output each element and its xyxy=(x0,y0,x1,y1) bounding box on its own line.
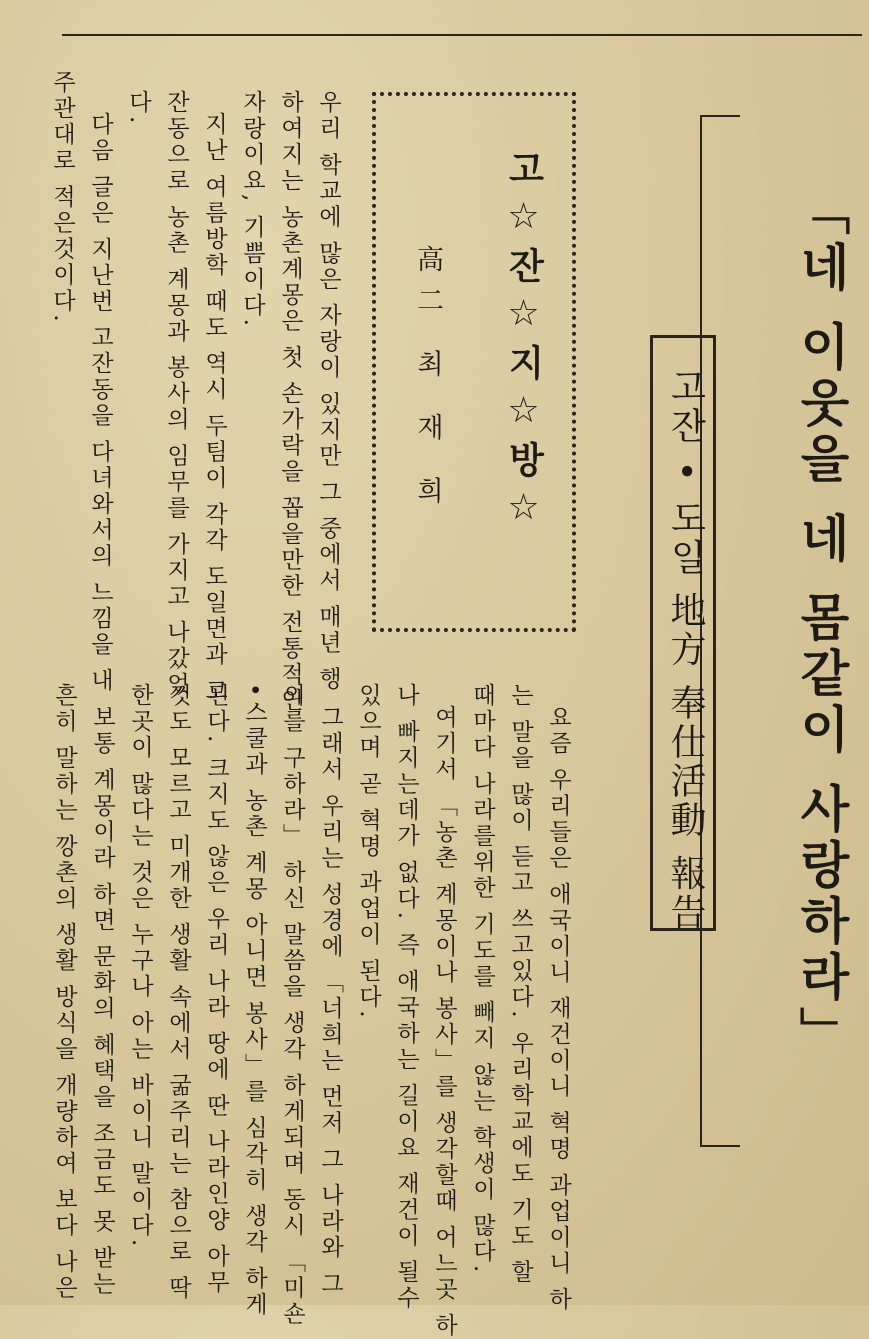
body-right-col-12: 한곳이 많다는 것은 누구나 아는 바이니 말이다. xyxy=(127,683,153,1250)
body-right-col-3: 때마다 나라를위한 기도를 빼지 않는 학생이 많다. xyxy=(469,683,495,1276)
body-right-col-10: 된다. 크지도 않은 우리 나라 땅에 딴 나라인양 아무 xyxy=(203,683,229,1296)
headline-title: 「네 이웃을 네 몸같이 사랑하라」 xyxy=(792,185,850,1063)
body-left-col-4: 지난 여름방학 때도 역시 두팀이 각각 도일면과 고 xyxy=(201,112,227,705)
body-left-col-2: 하여지는 농촌계몽은 첫 손가락을 꼽을만한 전통적인 xyxy=(277,90,303,714)
body-right-col-5: 나 빠지는데가 없다. 즉 애국하는 길이요 재건이 될수 xyxy=(393,683,419,1312)
body-right-col-11: 것도 모르고 미개한 생활 속에서 굶주리는 참으로 딱 xyxy=(165,683,191,1302)
body-left-col-7: 다음 글은 지난번 고잔동을 다녀와서의 느낌을 내 xyxy=(87,112,113,694)
body-right-col-2: 는 말을 많이 듣고 쓰고있다. 우리학교에도 기도 할 xyxy=(507,683,533,1286)
headline-subtitle: 고잔 • 도일 地方 奉仕活動 報告 xyxy=(665,368,706,933)
body-right-col-7: 그래서 우리는 성경에 「너희는 먼저 그 나라와 그 xyxy=(317,705,343,1298)
body-right-col-8: 의를 구하라」 하신 말씀을 생각 하게되며 동시 「미숀 xyxy=(279,683,305,1328)
headline-frame-top xyxy=(700,115,740,117)
author-byline: 高二 최 재 희 xyxy=(412,245,443,518)
body-left-col-1: 우리 학교에 많은 자랑이 있지만 그 중에서 매년 행 xyxy=(315,90,341,693)
body-left-col-5: 잔동으로 농촌 계몽과 봉사의 임무를 가지고 나갔었 xyxy=(163,90,189,698)
headline-frame-bottom xyxy=(700,1145,740,1147)
body-left-col-6: 다. xyxy=(125,90,151,127)
body-left-col-8: 주관대로 적은것이다. xyxy=(49,70,75,325)
body-right-col-9: •스쿨과 농촌 계몽 아니면 봉사」를 심각히 생각 하게 xyxy=(241,683,267,1318)
body-left-col-3: 자랑이요, 기쁨이다. xyxy=(239,90,265,329)
top-rule xyxy=(62,34,862,36)
section-title: 고☆잔☆지☆방☆ xyxy=(503,150,544,538)
body-right-col-6: 있으며 곧 혁명 과업이 된다. xyxy=(355,683,381,1021)
body-right-col-1: 요즘 우리들은 애국이니 재건이니 혁명 과업이니 하 xyxy=(545,705,571,1313)
body-right-col-4: 여기서 「농촌 계몽이나 봉사」를 생각할때 어느곳 하 xyxy=(431,705,457,1339)
body-right-col-13: 보통 계몽이라 하면 문화의 혜택을 조금도 못 받는 xyxy=(89,705,115,1298)
body-right-col-14: 흔히 말하는 깡촌의 생활 방식을 개량하여 보다 나은 xyxy=(51,683,77,1302)
